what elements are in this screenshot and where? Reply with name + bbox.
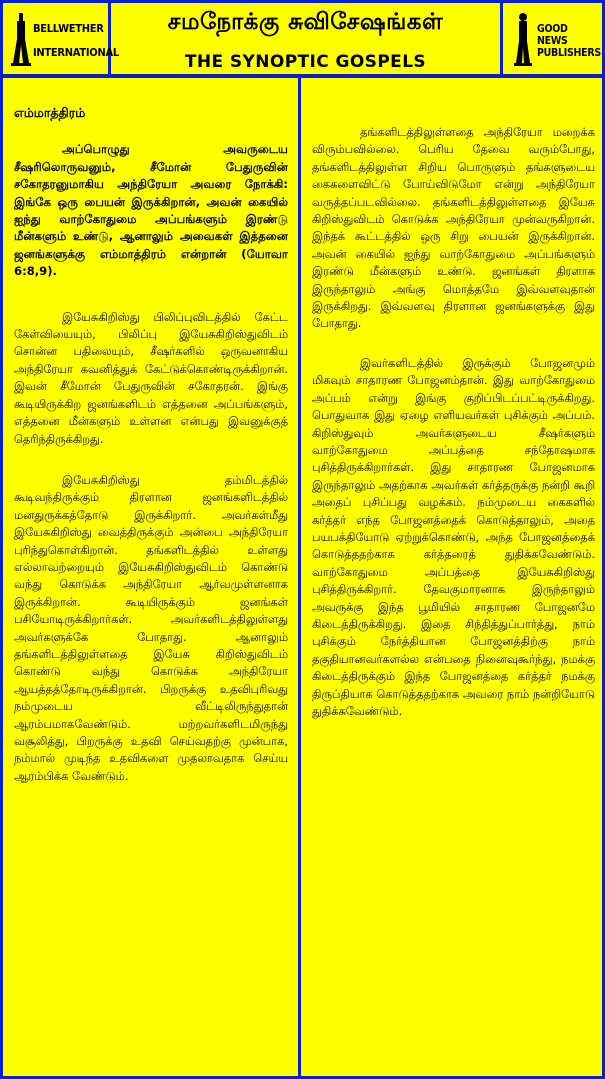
left-brand-line-1: BELLWETHER bbox=[33, 22, 104, 35]
right-brand-line-1: GOOD NEWS bbox=[537, 23, 568, 47]
scripture-quote: அப்பொழுது அவருடைய சீஷரிலொருவனும், சீமோன் பேதுருவின் சகோதரனுமாகிய அந்திரேயா அவரை நோக்கி: இங்கே ஒரு பையன் இருக்கிறான், அவன் கையில் ஐந்து வாற்கோதுமை அப்பங்களும் இரண்டு மீன்களும் உண்டு, ஆனாலும் அவைகள் இத்தனை ஜனங்களுக்கு எம்மாத்திரம் என்றான் (யோவா 6:8,9). bbox=[14, 142, 288, 279]
title-english: THE SYNOPTIC GOSPELS bbox=[184, 52, 427, 72]
paragraph: இயேசுகிறிஸ்து தம்மிடத்தில் கூடிவந்திருக்கும் திரளான ஜனங்களிடத்தில் மனதுருக்கத்தோடு இருக்கிறார். அவர்கள்மீது இயேசுகிறிஸ்து வைத்திருக்கும் அன்பை அந்திரேயா புரிந்துகொள்கிறான். தங்களிடத்தில் உள்ளது எல்லாவற்றையும் இயேசுகிறிஸ்துவிடம் கொண்டு வந்து கொடுக்க அந்திரேயா ஆர்வமுள்ளனாக இருக்கிறான். கூடியிருக்கும் ஜனங்கள் பசியோடிருக்கிறார்கள். அவர்களிடத்திலுள்ளது அவர்களுக்கே போதாது. ஆனாலும் தங்களிடத்திலுள்ளதை இயேசு கிறிஸ்துவிடம் கொண்டு வந்து கொடுக்க அந்திரேயா ஆயத்தத்தோடிருக்கிறான். பிறருக்கு உதவிபுரிவது நம்முடைய வீட்டிலிருந்துதான் ஆரம்பமாகவேண்டும். மற்றவர்களிடமிருந்து வசூலித்து, பிறருக்கு உதவி செய்வதற்கு முன்பாக, நம்மால் முடிந்த உதவிகளை முதலாவதாக செய்ய ஆரம்பிக்க வேண்டும். bbox=[14, 472, 288, 783]
title-block bbox=[111, 3, 503, 74]
right-brand-line-2: PUBLISHERS bbox=[537, 47, 601, 59]
paragraph: தங்களிடத்திலுள்ளதை அந்திரேயா மறைக்க விரும்பவில்லை. பெரிய தேவை வரும்போது, தங்களிடத்திலுள்ள சிறிய பொருளும் தங்களுடைய கைகளைவிட்டு போய்விடுமோ என்று அந்திரேயா வருத்தப்படவில்லை. தங்களிடத்திலுள்ளதை இயேசு கிறிஸ்துவிடம் கொடுக்க அந்திரேயா முன்வருகிறான். இந்தக் கூட்டத்தில் ஒரு சிறு பையன் இருக்கிறான். அவன் கையில் ஐந்து வாற்கோதுமை அப்பங்களும் இரண்டு மீன்களும் உண்டு. ஜனங்கள் திரளாக இருந்தாலும் அங்கு மொத்தமே இவ்வளவுதான் இருக்கிறது. இவ்வளவு திரளான ஜனங்களுக்கு இது போதாது. bbox=[312, 125, 595, 331]
header-banner bbox=[0, 0, 605, 78]
bellwether-logo-icon bbox=[11, 11, 31, 67]
title-tamil: சமநோக்கு சுவிசேஷங்கள் bbox=[167, 9, 444, 35]
bellwether-brand bbox=[3, 3, 119, 74]
good-news-brand bbox=[503, 3, 602, 74]
good-news-logo-icon bbox=[513, 11, 533, 67]
column-divider bbox=[298, 78, 301, 1079]
left-column bbox=[14, 104, 288, 809]
right-column bbox=[312, 124, 595, 742]
paragraph: இவர்களிடத்தில் இருக்கும் போஜனமும் மிகவும் சாதாரண போஜனம்தான். இது வாற்கோதுமை அப்பம் என்று இங்கு குறிப்பிடப்பட்டிருக்கிறது. பொதுவாக இது ஏழை எளியவர்கள் புசிக்கும் அப்பம். கிறிஸ்துவும் அவர்களுடைய சீஷர்களும் வாற்கோதுமை அப்பத்தை சந்தோஷமாக புசித்திருக்கிறார்கள். இது சாதாரண போஜனமாக இருந்தாலும் அதற்காக அவர்கள் கர்த்தருக்கு நன்றி கூறி அதைப் புசிப்பது வழக்கம். நம்முடைய கைகளில் கர்த்தர் எந்த போஜனத்தைக் கொடுத்தாலும், அதை பயபக்தியோடு ஏற்றுக்கொண்டு, அந்த போஜனத்தைக் கொடுத்ததற்காக கர்த்தரைத் துதிக்கவேண்டும். வாற்கோதுமை அப்பத்தை இயேசுகிறிஸ்து புசித்திருக்கிறார். தேவகுமாரனாக இருந்தாலும் அவருக்கு இந்த பூமியில் சாதாரண போஜனமே கிடைத்திருக்கிறது. இதை சிந்தித்துப்பார்த்து, நாம் புசிக்கும் நேர்த்தியான போஜனத்திற்கு நாம் தகுதியானவர்களல்ல என்பதை நினைவுகூர்ந்து, நமக்கு கிடைத்திருக்கும் இந்த போஜனத்தை கர்த்தர் நமக்கு திருப்தியாக கொடுத்ததற்காக அவரை நாம் நன்றியோடு துதிக்கவேண்டும். bbox=[312, 355, 595, 718]
left-brand-line-2: INTERNATIONAL bbox=[33, 46, 119, 59]
article-title: எம்மாத்திரம் bbox=[14, 105, 86, 120]
paragraph: இயேசுகிறிஸ்து பிலிப்புவிடத்தில் கேட்ட கேள்வியையும், பிலிப்பு இயேசுகிறிஸ்துவிடம் சொன்ன பதிலையும், சீஷர்களில் ஒருவனாகிய அந்திரேயா கவனித்துக் கேட்டுக்கொண்டிருக்கிறான். இவன் சீமோன் பேதுருவின் சகோதரன். இங்கு கூடியிருக்கிற ஜனங்களிடம் எத்தனை அப்பங்களும், எத்தனை மீன்களும் உள்ளன என்பது இவனுக்குத் தெரிந்திருக்கிறது. bbox=[14, 309, 288, 446]
